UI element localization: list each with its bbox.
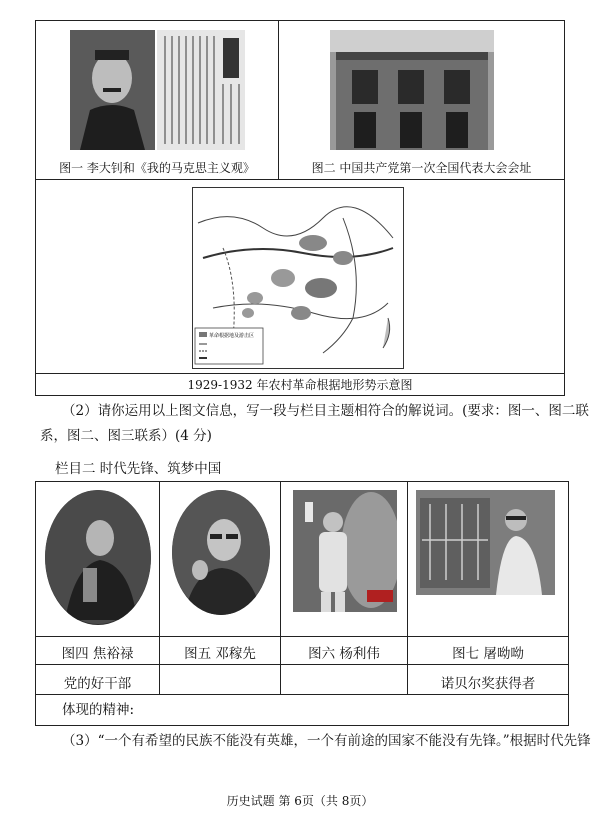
- building-illustration: [330, 30, 494, 150]
- manuscript-image: [157, 30, 245, 150]
- row2-text-1: 党的好干部: [63, 676, 132, 692]
- page-footer: 历史试题 第 6页（共 8页）: [226, 794, 374, 808]
- question2-line1: （2）请你运用以上图文信息，写一段与栏目主题相符合的解说词。(要求：图一、图二联: [62, 403, 589, 419]
- first-congress-site-photo: [330, 30, 494, 150]
- row2-cell-3: [280, 664, 408, 695]
- fig6-caption: 图六 杨利伟: [308, 646, 380, 662]
- map-legend-title: 革命根据地及游击区: [209, 333, 255, 339]
- question2-line2: 系，图二、图三联系）(4 分): [40, 428, 212, 444]
- deng-jiaxian-photo: [172, 490, 270, 615]
- fig1-caption: 图一 李大钊和《我的马克思主义观》: [59, 161, 255, 175]
- li-dazhao-photo: [70, 30, 155, 150]
- tu-youyou-illustration: [416, 490, 555, 595]
- fig4-caption: 图四 焦裕禄: [61, 646, 134, 662]
- spirit-label: 体现的精神:: [62, 702, 135, 718]
- map-illustration: [193, 188, 403, 368]
- deng-jiaxian-illustration: [172, 490, 270, 615]
- row2-cell-2: [159, 664, 281, 695]
- tu-youyou-photo: [416, 490, 555, 595]
- jiao-yulu-photo: [45, 490, 151, 625]
- section2-title: 栏目二 时代先锋、筑梦中国: [55, 461, 222, 477]
- manuscript-text-lines: [157, 30, 245, 150]
- map-caption: 1929-1932 年农村革命根据地形势示意图: [187, 378, 413, 392]
- fig7-caption: 图七 屠呦呦: [452, 646, 524, 662]
- yang-liwei-illustration: [293, 490, 397, 612]
- question3-line1: （3）“一个有希望的民族不能没有英雄，一个有前途的国家不能没有先锋。”根据时代先锋: [62, 733, 591, 749]
- portrait-illustration: [70, 30, 155, 150]
- row2-text-4: 诺贝尔奖获得者: [440, 676, 536, 692]
- yang-liwei-photo: [293, 490, 397, 612]
- fig5-caption: 图五 邓稼先: [184, 646, 256, 662]
- fig2-caption: 图二 中国共产党第一次全国代表大会会址: [311, 161, 532, 175]
- revolutionary-base-map: [192, 187, 404, 369]
- jiao-yulu-illustration: [45, 490, 151, 625]
